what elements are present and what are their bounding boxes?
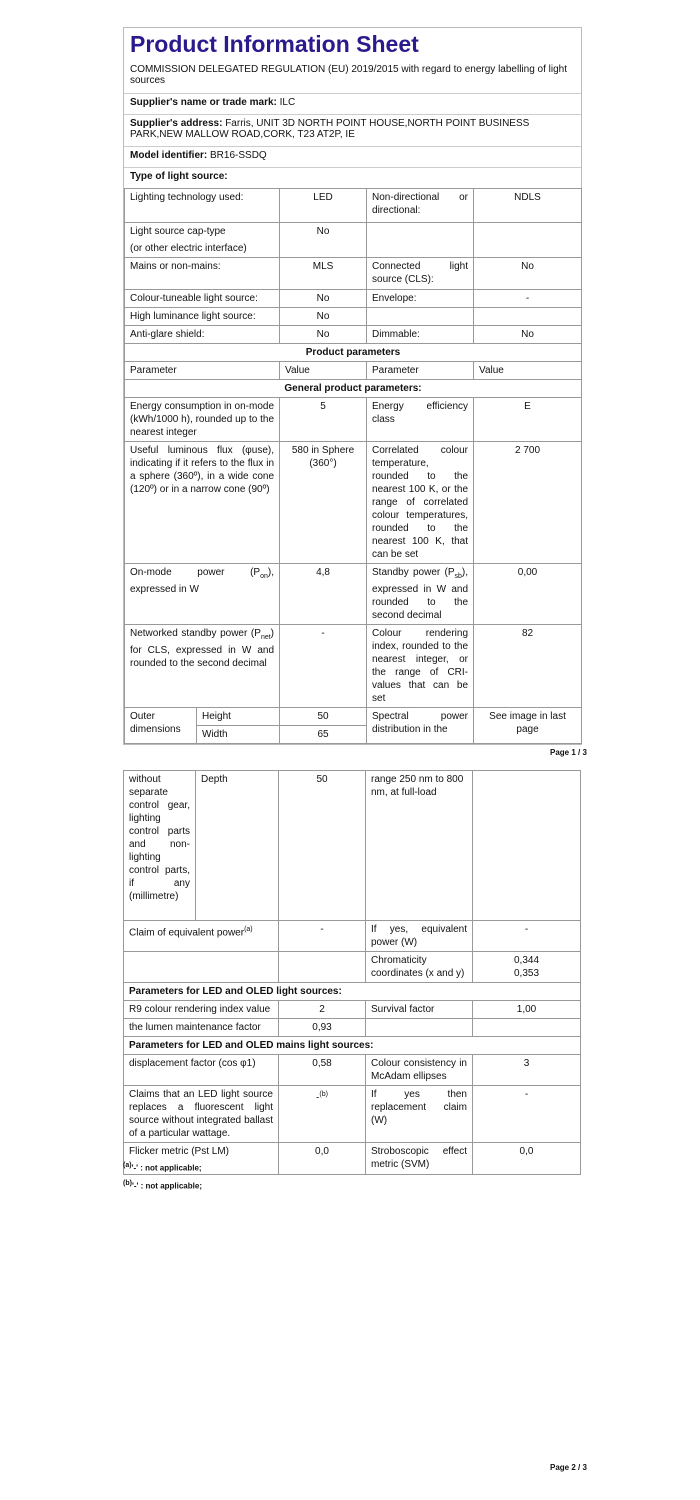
- text: Standby power (P: [372, 567, 455, 578]
- cell: 3: [473, 1055, 581, 1086]
- text: (a): [244, 926, 253, 933]
- cell: Envelope:: [367, 290, 474, 308]
- cell: Energy efficiency class: [367, 398, 474, 442]
- cell: 580 in Sphere (360°): [280, 442, 367, 564]
- column-header: Parameter: [125, 362, 280, 380]
- cell: No: [474, 326, 582, 344]
- mains-parameters-heading: Parameters for LED and OLED mains light sources:: [124, 1037, 581, 1055]
- product-parameters-heading: Product parameters: [125, 344, 582, 362]
- cell: without separate control gear, lighting control parts and non-lighting control parts, if any (millimetre): [124, 771, 196, 921]
- cell: Light source cap-type: [125, 223, 280, 241]
- text: '-' : not applicable;: [131, 1181, 202, 1191]
- cell: 0,58: [279, 1055, 366, 1086]
- cell: 5: [280, 398, 367, 442]
- page-2: [123, 770, 580, 1175]
- text: sb: [454, 573, 462, 580]
- cell: 65: [280, 726, 367, 744]
- cell: [280, 240, 367, 258]
- cell: No: [280, 326, 367, 344]
- cell: Outer dimensions: [125, 708, 197, 744]
- cell: If yes then replacement claim (W): [366, 1086, 473, 1143]
- cell: [473, 771, 581, 921]
- page-number: Page 2 / 3: [550, 1463, 587, 1472]
- cell: [367, 564, 474, 625]
- footnote-b: [123, 1180, 202, 1191]
- cell: [367, 223, 474, 241]
- column-header: Parameter: [367, 362, 474, 380]
- cell: 4,8: [280, 564, 367, 625]
- cell: range 250 nm to 800 nm, at full-load: [366, 771, 473, 921]
- cell: E: [474, 398, 582, 442]
- cell: Dimmable:: [367, 326, 474, 344]
- cell: -: [279, 921, 366, 952]
- page2-table: [123, 770, 581, 1175]
- cell: [474, 308, 582, 326]
- cell: Stroboscopic effect metric (SVM): [366, 1143, 473, 1175]
- supplier-address: [124, 114, 581, 146]
- cell: displacement factor (cos φ1): [124, 1055, 279, 1086]
- cell: [125, 625, 280, 708]
- page-1: [123, 27, 582, 745]
- cell: Flicker metric (Pst LM): [124, 1143, 279, 1175]
- cell: NDLS: [474, 189, 582, 223]
- text: Networked standby power (P: [130, 628, 261, 639]
- text: -: [316, 1092, 320, 1104]
- cell: 0,0: [473, 1143, 581, 1175]
- cell: Spectral power distribution in the: [367, 708, 474, 744]
- cell: -: [474, 290, 582, 308]
- cell: 82: [474, 625, 582, 708]
- text: Claim of equivalent power: [129, 927, 245, 939]
- led-parameters-heading: Parameters for LED and OLED light sources:: [124, 983, 581, 1001]
- cell: High luminance light source:: [125, 308, 280, 326]
- text: On-mode power (P: [130, 567, 261, 578]
- cell: Width: [197, 726, 280, 744]
- cell: -: [280, 625, 367, 708]
- text: on: [260, 573, 268, 580]
- cell: -: [473, 921, 581, 952]
- cell: 1,00: [473, 1001, 581, 1019]
- cell: Mains or non-mains:: [125, 258, 280, 290]
- cell: If yes, equivalent power (W): [366, 921, 473, 952]
- cell: MLS: [280, 258, 367, 290]
- cell: 2 700: [474, 442, 582, 564]
- cell: -: [473, 1086, 581, 1143]
- cell: Anti-glare shield:: [125, 326, 280, 344]
- text: '-' : not applicable;: [131, 1163, 202, 1173]
- cell: [124, 952, 279, 983]
- cell: [473, 1019, 581, 1037]
- column-header: Value: [280, 362, 367, 380]
- cell: Non-directional or directional:: [367, 189, 474, 223]
- cell: [473, 952, 581, 983]
- supplier-address-label: Supplier's address:: [130, 118, 223, 129]
- cell: [366, 1019, 473, 1037]
- cell: Energy consumption in on-mode (kWh/1000 h), rounded up to the nearest integer: [125, 398, 280, 442]
- cell: [367, 240, 474, 258]
- cell: 2: [279, 1001, 366, 1019]
- cell: 0,93: [279, 1019, 366, 1037]
- footnote-a: [123, 1162, 202, 1173]
- text: (b): [123, 1180, 132, 1187]
- cell: R9 colour rendering index value: [124, 1001, 279, 1019]
- page-title: Product Information Sheet: [130, 31, 419, 57]
- cell: [367, 308, 474, 326]
- cell: Survival factor: [366, 1001, 473, 1019]
- text: 0,344: [513, 955, 540, 966]
- cell: [474, 240, 582, 258]
- cell: 0,0: [279, 1143, 366, 1175]
- cell: Correlated colour temperature, rounded to the nearest 100 K, or the range of correlated colour temperatures, rounded to the nearest 100 K, that can be set: [367, 442, 474, 564]
- text: ) for CLS, expressed in W and rounded to the second decimal: [130, 628, 275, 669]
- text: (a): [123, 1162, 132, 1169]
- supplier-name-value: ILC: [279, 97, 296, 108]
- cell: [124, 921, 279, 952]
- model-identifier: [124, 146, 581, 167]
- cell: Colour-tuneable light source:: [125, 290, 280, 308]
- text: (b): [319, 1091, 328, 1098]
- model-value: BR16-SSDQ: [210, 150, 267, 161]
- column-header: Value: [474, 362, 582, 380]
- cell: [474, 223, 582, 241]
- regulation-text: COMMISSION DELEGATED REGULATION (EU) 2019/2015 with regard to energy labelling of light sources: [130, 64, 568, 86]
- cell: No: [280, 223, 367, 241]
- cell: [125, 564, 280, 625]
- text: 0,353: [513, 968, 540, 979]
- cell: No: [474, 258, 582, 290]
- cell: Colour consistency in McAdam ellipses: [366, 1055, 473, 1086]
- cell: Depth: [196, 771, 279, 921]
- page-number: Page 1 / 3: [550, 748, 587, 757]
- cell: 0,00: [474, 564, 582, 625]
- cell: See image in last page: [474, 708, 582, 744]
- cell: Useful luminous flux (φuse), indicating if it refers to the flux in a sphere (360º), in a wide cone (120º) or in a narrow cone (90º): [125, 442, 280, 564]
- page1-table: [124, 188, 582, 744]
- cell: 50: [280, 708, 367, 726]
- cell: (or other electric interface): [125, 240, 280, 258]
- cell: Connected light source (CLS):: [367, 258, 474, 290]
- cell: Chromaticity coordinates (x and y): [366, 952, 473, 983]
- cell: Lighting technology used:: [125, 189, 280, 223]
- text: ), expressed in W and rounded to the second decimal: [372, 567, 469, 621]
- cell: LED: [280, 189, 367, 223]
- cell: [279, 952, 366, 983]
- text: ), expressed in W: [130, 567, 275, 595]
- cell: [279, 1086, 366, 1143]
- cell: No: [280, 308, 367, 326]
- cell: Height: [197, 708, 280, 726]
- text: net: [260, 634, 271, 641]
- cell: Claims that an LED light source replaces a fluorescent light source without integrated ballast of a particular wattage.: [124, 1086, 279, 1143]
- cell: Colour rendering index, rounded to the nearest integer, or the range of CRI-values that can be set: [367, 625, 474, 708]
- type-label: Type of light source:: [124, 167, 581, 188]
- cell: 50: [279, 771, 366, 921]
- cell: the lumen maintenance factor: [124, 1019, 279, 1037]
- general-parameters-heading: General product parameters:: [125, 380, 582, 398]
- model-label: Model identifier:: [130, 150, 208, 161]
- supplier-name-label: Supplier's name or trade mark:: [130, 97, 277, 108]
- supplier-address-value: Farris, UNIT 3D NORTH POINT HOUSE,NORTH POINT BUSINESS PARK,NEW MALLOW ROAD,CORK, T23 AT2P, IE: [130, 118, 530, 140]
- supplier-name: [124, 93, 581, 114]
- cell: No: [280, 290, 367, 308]
